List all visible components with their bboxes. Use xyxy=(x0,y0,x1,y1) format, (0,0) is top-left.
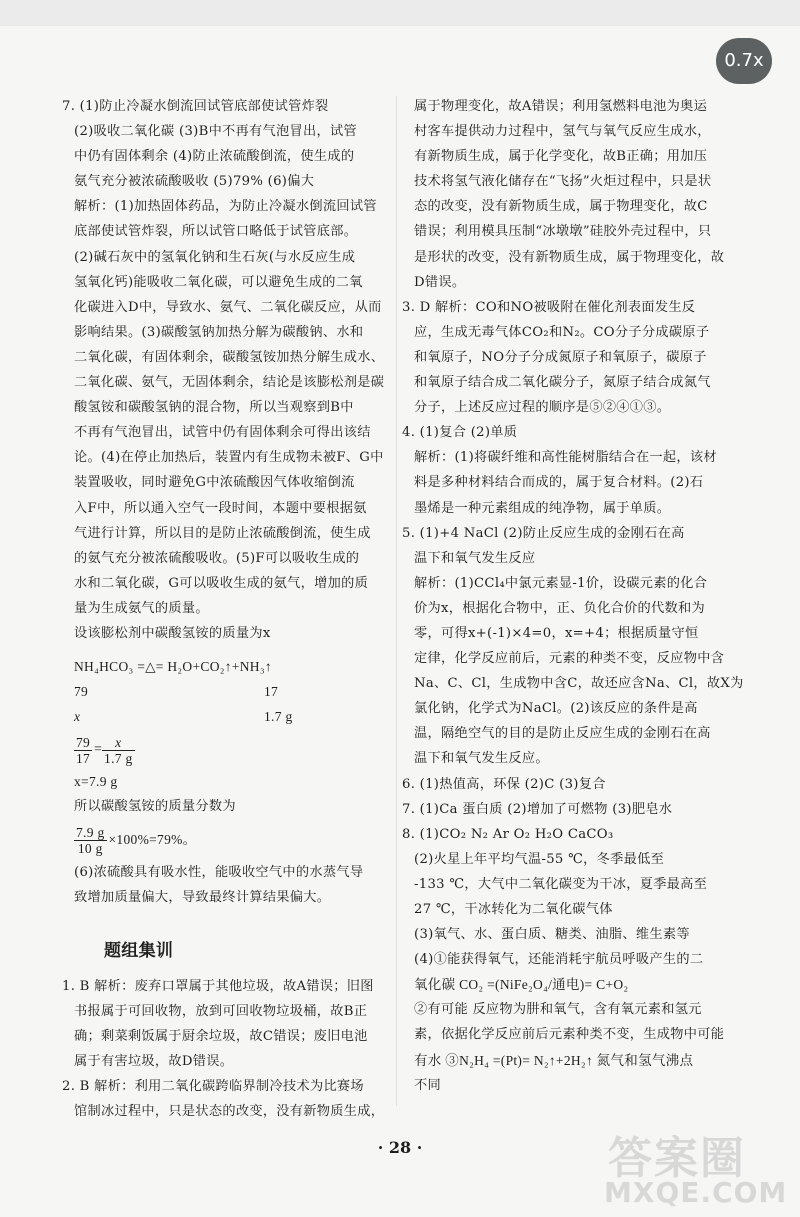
solution-line: x=7.9 g xyxy=(74,774,118,790)
line: Na、C、Cl，生成物中含C，故还应含Na、Cl，故X为 xyxy=(414,676,744,692)
line: 墨烯是一种元素组成的纯净物，属于单质。 xyxy=(414,500,671,516)
line: ②有可能 反应物为肼和氧气，含有氧元素和氢元 xyxy=(414,1002,702,1018)
line: 气进行计算，所以目的是防止浓硫酸倒流，使生成 xyxy=(74,525,371,541)
line: 水和二氧化碳，G可以吸收生成的氨气，增加的质 xyxy=(74,575,369,591)
line: 化碳进入D中，导致水、氨气、二氧化碳反应，从而 xyxy=(74,299,382,315)
line: (2)吸收二氧化碳 (3)B中不再有气泡冒出，试管 xyxy=(74,124,357,140)
line: 7. (1)Ca 蛋白质 (2)增加了可燃物 (3)肥皂水 xyxy=(402,801,673,817)
line: (2)火星上年平均气温-55 ℃，冬季最低至 xyxy=(414,851,665,867)
line: 二氧化碳，有固体剩余，碳酸氢铵加热分解生成水、 xyxy=(74,349,385,365)
line: -133 ℃，大气中二氧化碳变为干冰，夏季最高至 xyxy=(414,876,708,892)
line: 氯化钠，化学式为NaCl。(2)该反应的条件是高 xyxy=(414,701,698,717)
line: 书报属于可回收物，放到可回收物垃圾桶，故B正 xyxy=(74,1003,368,1019)
eq-value: 1.7 g xyxy=(264,709,293,725)
line: 设该膨松剂中碳酸氢铵的质量为x xyxy=(74,625,271,641)
line: 致增加质量偏大，导致最终计算结果偏大。 xyxy=(74,889,331,905)
line: 料是多种材料结合而成的，属于复合材料。(2)石 xyxy=(414,475,704,491)
line: (3)氧气、水、蛋白质、糖类、油脂、维生素等 xyxy=(414,927,690,943)
playback-speed-badge[interactable]: 0.7x xyxy=(716,38,772,84)
eq-value: 17 xyxy=(264,684,279,700)
left-column xyxy=(62,94,390,1124)
line: 入F中，所以通入空气一段时间，本题中要根据氨 xyxy=(74,500,367,516)
denominator: 10 g xyxy=(77,840,103,856)
line: 量为生成氨气的质量。 xyxy=(74,600,209,616)
line: 装置吸收，同时避免G中浓硫酸因气体收缩倒流 xyxy=(74,475,355,491)
line: 5. (1)+4 NaCl (2)防止反应生成的金刚石在高 xyxy=(402,525,685,541)
line: 价为x，根据化合物中，正、负化合价的代数和为 xyxy=(414,600,705,616)
line: 氨气充分被浓硫酸吸收 (5)79% (6)偏大 xyxy=(74,174,315,190)
equation-row xyxy=(62,679,390,704)
numerator: 79 xyxy=(76,734,91,750)
line: 属于物理变化，故A错误；利用氢燃料电池为奥运 xyxy=(414,99,708,114)
percentage-equation xyxy=(62,820,390,860)
line: 2. B 解析：利用二氧化碳跨临界制冷技术为比赛场 xyxy=(62,1079,364,1095)
line: 温下和氧气发生反应 xyxy=(414,550,536,566)
line: 定律，化学反应前后，元素的种类不变，反应物中含 xyxy=(414,651,725,667)
line: 属于有害垃圾，故D错误。 xyxy=(74,1054,234,1069)
line: 素，依据化学反应前后元素种类不变，生成物中可能 xyxy=(414,1027,725,1043)
line: 态的改变，没有新物质生成，属于物理变化，故C xyxy=(414,199,708,215)
line: 和氧原子，NO分子分成氮原子和氧原子，碳原子 xyxy=(414,349,707,365)
line: (2)碱石灰中的氢氧化钠和生石灰(与水反应生成 xyxy=(74,249,356,265)
line: 氧化碳 CO₂ =(NiFe₂O₄/通电)= C+O₂ xyxy=(414,977,629,993)
line: 1. B 解析：废弃口罩属于其他垃圾，故A错误；旧图 xyxy=(62,978,374,994)
watermark-logo: 答案圈 xyxy=(608,1133,746,1184)
line: 温，隔绝空气的目的是防止反应生成的金刚石在高 xyxy=(414,726,711,742)
line: 温下和氧气发生反应。 xyxy=(414,751,549,767)
eq-value: 79 xyxy=(74,684,89,700)
line: 底部使试管炸裂，所以试管口略低于试管底部。 xyxy=(74,224,358,240)
equation-row xyxy=(62,704,390,729)
line: (4)①能获得氧气，还能消耗宇航员呼吸产生的二 xyxy=(414,952,704,968)
line: 3. D 解析：CO和NO被吸附在催化剂表面发生反 xyxy=(402,299,696,315)
section-heading: 题组集训 xyxy=(104,940,174,961)
line: 中仍有固体剩余 (4)防止浓硫酸倒流，使生成的 xyxy=(74,149,355,165)
line: 论。(4)在停止加热后，装置内有生成物未被F、G中 xyxy=(74,450,384,466)
line: 错误；利用模具压制“冰墩墩”硅胶外壳过程中，只 xyxy=(414,224,712,240)
numerator: x xyxy=(102,735,135,751)
chemical-equation: NH₄HCO₃ =△= H₂O+CO₂↑+NH₃↑ xyxy=(74,659,272,675)
line: 是形状的改变，没有新物质生成，属于物理变化，故 xyxy=(414,249,725,265)
line: 和氧原子结合成二氧化碳分子，氮原子结合成氮气 xyxy=(414,375,711,391)
eq-value: x xyxy=(74,709,81,725)
ratio-equation: $\frac{79}{17}$ = $\frac{x}{1.7 g}$ xyxy=(76,734,133,766)
fraction xyxy=(74,825,107,856)
line: 氢氧化钙)能吸收二氧化碳，可以避免生成的二氧 xyxy=(74,274,363,290)
line: 技术将氢气液化储存在“飞扬”火炬过程中，只是状 xyxy=(414,174,712,190)
line: D错误。 xyxy=(414,274,466,290)
line: 解析：(1)加热固体药品，为防止冷凝水倒流回试管 xyxy=(74,199,377,215)
line: 确；剩菜剩饭属于厨余垃圾，故C错误；废旧电池 xyxy=(74,1028,368,1044)
line: 村客车提供动力过程中，氢气与氧气反应生成水， xyxy=(414,124,711,140)
line: 不再有气泡冒出，试管中仍有固体剩余可得出该结 xyxy=(74,425,371,441)
fraction xyxy=(102,735,135,766)
line: 4. (1)复合 (2)单质 xyxy=(402,425,518,441)
line: 馆制冰过程中，只是状态的改变，没有新物质生成， xyxy=(74,1104,385,1120)
numerator: 7.9 g xyxy=(76,824,105,840)
line: 所以碳酸氢铵的质量分数为 xyxy=(74,799,236,815)
watermark-url: MXQE.COM xyxy=(604,1176,788,1209)
fraction xyxy=(74,735,92,766)
right-column xyxy=(402,94,744,1098)
denominator: 1.7 g xyxy=(104,750,133,766)
line: (6)浓硫酸具有吸水性，能吸收空气中的水蒸气导 xyxy=(74,864,364,880)
line: 二氧化碳、氨气，无固体剩余，结论是该膨松剂是碳 xyxy=(74,375,385,391)
eq-tail: ×100%=79%。 xyxy=(108,831,197,847)
line: 的氨气充分被浓硫酸吸收。(5)F可以吸收生成的 xyxy=(74,550,360,566)
line: 应，生成无毒气体CO₂和N₂。CO分子分成碳原子 xyxy=(414,324,710,340)
line: 有水 ③N₂H₄ =(Pt)= N₂↑+2H₂↑ 氮气和氢气沸点 xyxy=(414,1052,694,1068)
line: 6. (1)热值高，环保 (2)C (3)复合 xyxy=(402,776,606,792)
line: 酸氢铵和碳酸氢钠的混合物，所以当观察到B中 xyxy=(74,400,354,416)
line: 有新物质生成，属于化学变化，故B正确；用加压 xyxy=(414,149,708,165)
line: 7. (1)防止冷凝水倒流回试管底部使试管炸裂 xyxy=(62,99,329,114)
top-band xyxy=(0,0,800,26)
line: 不同 xyxy=(414,1077,441,1093)
page-number: · 28 · xyxy=(377,1138,423,1157)
line: 影响结果。(3)碳酸氢钠加热分解为碳酸钠、水和 xyxy=(74,324,364,340)
line: 27 ℃，干冰转化为二氧化碳气体 xyxy=(414,902,613,917)
column-divider xyxy=(396,96,397,1106)
line: 8. (1)CO₂ N₂ Ar O₂ H₂O CaCO₃ xyxy=(402,826,614,842)
denominator: 17 xyxy=(76,750,91,766)
line: 解析：(1)CCl₄中氯元素显-1价，设碳元素的化合 xyxy=(414,575,708,591)
line: 零，可得x+(-1)×4=0，x=+4；根据质量守恒 xyxy=(414,625,699,641)
line: 解析：(1)将碳纤维和高性能树脂结合在一起，该材 xyxy=(414,450,717,466)
line: 分子，上述反应过程的顺序是⑤②④①③。 xyxy=(414,400,671,416)
